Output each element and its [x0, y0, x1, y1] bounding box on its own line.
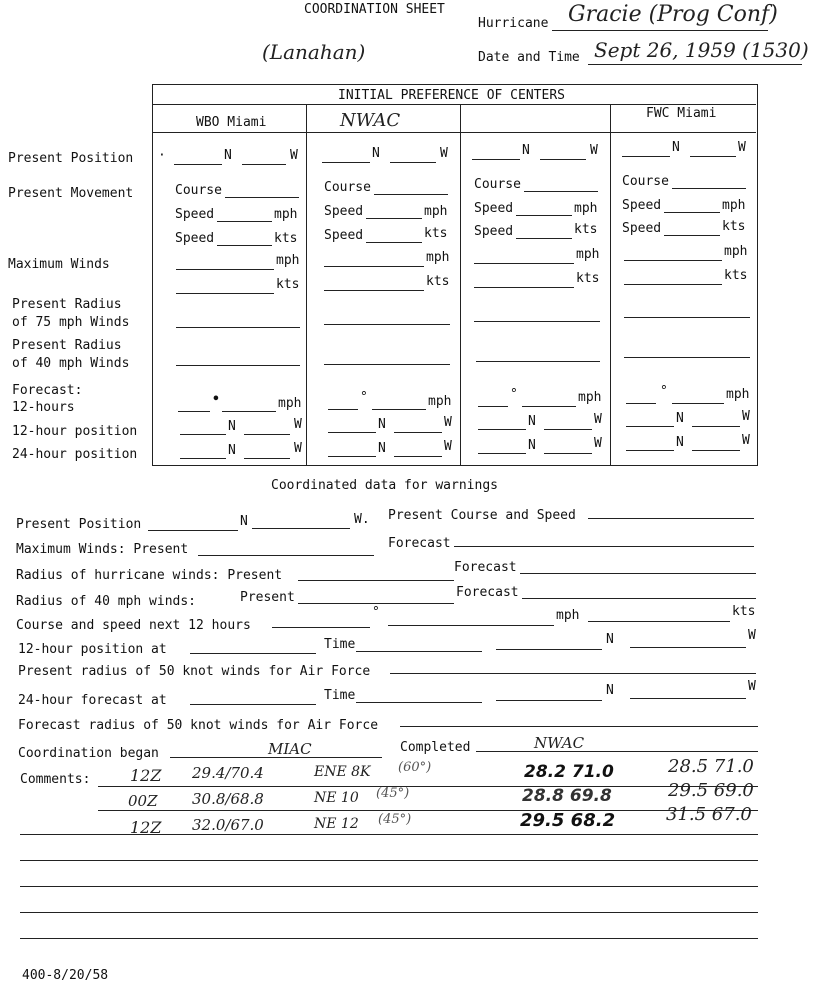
coord-completed-value[interactable]: NWAC	[534, 734, 585, 752]
column-header-wbo: WBO Miami	[196, 115, 267, 130]
coord-radius-hurricane: Radius of hurricane winds: Present	[16, 568, 283, 583]
label-pos12: 12-hour position	[12, 424, 138, 439]
label-radius40-1: Present Radius	[12, 338, 122, 353]
label-present-movement: Present Movement	[8, 186, 134, 201]
label-radius75-1: Present Radius	[12, 297, 122, 312]
label-present-position: Present Position	[8, 151, 134, 166]
initial-preference-table	[152, 84, 758, 466]
column-header-nwac: NWAC	[340, 110, 401, 131]
coord-began-label: Coordination began	[18, 746, 159, 761]
coord-radius50-forecast: Forecast radius of 50 knot winds for Air Force	[18, 718, 379, 733]
label-maximum-winds: Maximum Winds	[8, 257, 110, 272]
comments-label: Comments:	[20, 772, 91, 787]
datetime-value[interactable]: Sept 26, 1959 (1530)	[594, 38, 809, 62]
label-pos24: 24-hour position	[12, 447, 138, 462]
coord-began-value[interactable]: MIAC	[268, 740, 312, 758]
coord-completed-label: Completed	[400, 740, 471, 755]
form-number: 400-8/20/58	[22, 968, 109, 983]
coord-radius-40: Radius of 40 mph winds:	[16, 594, 197, 609]
coord-max-winds-present: Maximum Winds: Present	[16, 542, 189, 557]
coord-pos12-at: 12-hour position at	[18, 642, 167, 657]
column-header-fwc: FWC Miami	[646, 106, 717, 121]
label-forecast-2: 12-hours	[12, 400, 75, 415]
hurricane-label: Hurricane	[478, 16, 549, 31]
coord-course-speed-12: Course and speed next 12 hours	[16, 618, 251, 633]
coord-max-winds-forecast: Forecast	[388, 536, 451, 551]
coordinated-title: Coordinated data for warnings	[271, 478, 498, 493]
hurricane-value[interactable]: Gracie (Prog Conf)	[568, 2, 778, 27]
label-forecast-1: Forecast:	[12, 383, 83, 398]
coord-forecast24-at: 24-hour forecast at	[18, 693, 167, 708]
coord-present-course-speed: Present Course and Speed	[388, 508, 576, 523]
margin-note: (Lanahan)	[262, 40, 366, 64]
label-radius40-2: of 40 mph Winds	[12, 356, 130, 371]
table-title: INITIAL PREFERENCE OF CENTERS	[338, 88, 565, 103]
datetime-label: Date and Time	[478, 50, 580, 65]
label-radius75-2: of 75 mph Winds	[12, 315, 130, 330]
coord-present-position: Present Position	[16, 517, 142, 532]
sheet-title: COORDINATION SHEET	[304, 2, 445, 17]
coord-radius50-present: Present radius of 50 knot winds for Air Force	[18, 664, 371, 679]
